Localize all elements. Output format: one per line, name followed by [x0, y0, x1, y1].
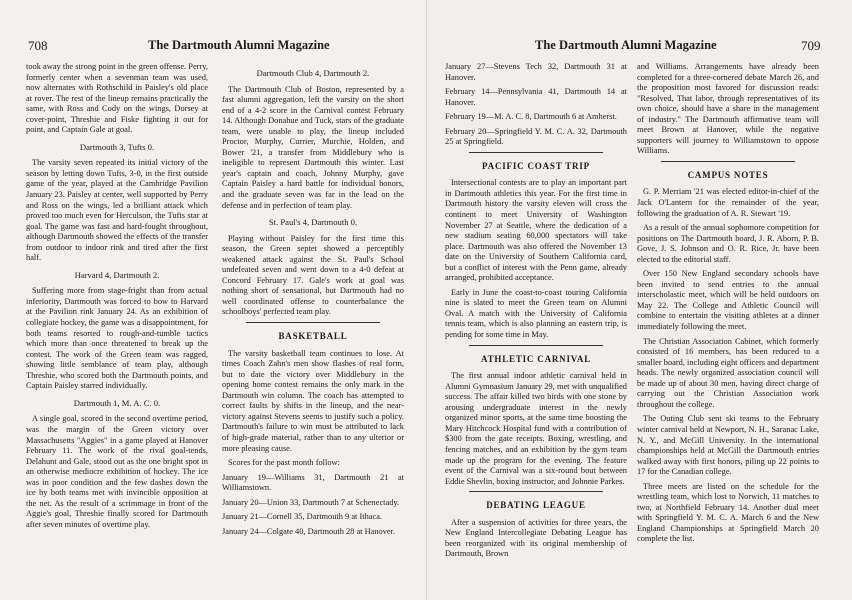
article-paragraph: January 24—Colgate 40, Dartmouth 28 at Hanover. [222, 526, 396, 536]
game-result-heading: St. Paul's 4, Dartmouth 0. [268, 217, 358, 228]
article-paragraph: The varsity basketball team continues to lose. At times Coach Zahn's men show flashes of real form, but to date the victory over Middlebury in the opening home contest remains the only mark in the Dartmouth win column. The coach has attempted to correct faults by shifts in the lineup, and the near-victory against Stevens seems to justify such a policy. Dartmouth's failure to win must be attributed to lack of high-grade material, rather than to any ulterior or more pleasing cause. [222, 348, 404, 453]
article-paragraph: The Christian Association Cabinet, which formerly consisted of 16 members, has been reduced to a smaller board, including eight officers and department heads. The newly organized association council will be made up of about 30 men, having direct charge of carrying out the Christian Association work throughout the college. [637, 336, 819, 409]
section-rule [469, 152, 603, 153]
left-page-column-2 [222, 62, 404, 598]
section-heading: CAMPUS NOTES [687, 169, 769, 180]
left-page-column-1 [26, 62, 208, 598]
article-paragraph: A single goal, scored in the second overtime period, was the margin of the Green victory over Massachusetts "Aggies" in a game played at Hanover February 11. The work of the rival goal-tends, Delahunt and Gale, stood out as the one bright spot in an otherwise mediocre exhibition of hockey. The ice was in poor condition and the few dashes down the ice by both teams met with invincible opposition at the net. As the result of a scrimmage in front of the Aggie's goal, Threshie finally scored for Dartmouth after seven minutes of overtime play. [26, 414, 208, 529]
right-page-column-1 [445, 62, 627, 598]
article-paragraph: Suffering more from stage-fright than from actual inferiority, Dartmouth was forced to bow to Harvard at the Pavilion rink January 24. As an exhibition of collegiate hockey, the game was a disappointment, for both teams resorted to rough-and-tumble tactics which more than once threatened to break up the contest. The work of the Green team was ragged, showing little semblance of team play, although Threshie, who scored both the Dartmouth points, and Captain Paisley starred individually. [26, 286, 208, 391]
article-paragraph: took away the strong point in the green offense. Perry, formerly center when a sevenman team was used, now alternates with Rothschild in Paisley's old place at rover. The rest of the lineup remains practically the same, with Ross and Cody on the wings, Dorsey at cover-point, Threshie and Fiske fighting it out for point, and Captain Gale at goal. [26, 62, 208, 135]
article-paragraph: As a result of the annual sophomore competition for positions on The Dartmouth board, J. R. Aborn, P. B. Gove, J. S. Johnson and O. R. Rice, Jr. have been elected to the editorial staff. [637, 223, 819, 264]
game-result-heading: Dartmouth 1, M. A. C. 0. [73, 397, 161, 408]
article-paragraph: Scores for the past month follow: [228, 458, 340, 468]
section-heading: ATHLETIC CARNIVAL [480, 353, 592, 364]
section-rule [246, 322, 380, 323]
magazine-title: The Dartmouth Alumni Magazine [148, 38, 330, 52]
right-page [427, 0, 852, 600]
magazine-title: The Dartmouth Alumni Magazine [535, 38, 717, 52]
article-paragraph: G. P. Merriam '21 was elected editor-in-chief of the Jack O'Lantern for the remainder of the year, following the graduation of A. R. Stewart '19. [637, 187, 819, 218]
right-page-column-2 [637, 62, 819, 598]
article-paragraph: The varsity seven repeated its initial victory of the season by letting down Tufts, 3-0, in the first outside game of the year, played at the Cambridge Pavilion January 23. Paisley at center, well supported by Perry and Ross on the wings, led a brilliant attack which proved too much even for Herculson, the Tufts star at goal. The game was fast and hard-fought throughout, although Dartmouth showed the effects of the transfer from outdoor to indoor rink and tired after the first half. [26, 158, 208, 263]
article-paragraph: January 20—Union 33, Dartmouth 7 at Schenectady. [222, 497, 400, 507]
article-paragraph: Three meets are listed on the schedule for the wrestling team, which lost to Norwich, 11 matches to two, at Northfield February 14. Another dual meet with Springfield Y. M. C. A. March 6 and the New England Championships at Springfield March 20 complete the list. [637, 481, 819, 544]
article-paragraph: February 14—Pennsylvania 41, Dartmouth 14 at Hanover. [445, 87, 627, 107]
section-rule [469, 345, 603, 346]
game-result-heading: Dartmouth 3, Tufts 0. [79, 141, 155, 152]
article-paragraph: Playing without Paisley for the first time this season, the Green septet showed a perceptibly weakened attack against the St. Paul's School undefeated seven and went down to a 4-0 defeat at Concord February 17. Gale's work at goal was nothing short of sensational, but Dartmouth had no well coordinated offense to counterbalance the schoolboys' perfected team play. [222, 233, 404, 317]
article-paragraph: Over 150 New England secondary schools have been invited to send entries to the annual interscholastic meet, which will be held outdoors on May 22. The College and Athletic Council will combine to entertain the visiting athletes at a dinner immediately following the meet. [637, 269, 819, 332]
article-paragraph: and Williams. Arrangements have already been completed for a three-cornered debate March 26, and the proposition most favored for discussion reads: "Resolved, That labor, through representatives of its own choice, should have a share in the management of industry." The Dartmouth affirmative team will meet Brown at Hanover, while the negative supporters will journey to Williamstown to oppose Williams. [637, 62, 819, 156]
article-paragraph: After a suspension of activities for three years, the New England Intercollegiate Debating League has been reorganized with its original membership of Dartmouth, Brown [445, 517, 627, 559]
section-heading: DEBATING LEAGUE [486, 500, 586, 511]
section-rule [469, 491, 603, 492]
article-paragraph: Intersectional contests are to play an important part in Dartmouth athletics this year. For the first time in Dartmouth history the varsity eleven will cross the continent to meet University of Washington November 27 at Seattle, where the dedication of a new stadium seating 60,000 spectators will take place. Dartmouth was also offered the November 13 date on the University of Southern California card, but a conflict of interest with the Penn game, already arranged, prohibited acceptance. [445, 178, 627, 283]
article-paragraph: The Dartmouth Club of Boston, represented by a fast alumni aggregation, left the varsity on the short end of a 4-2 score in the Carnival contest February 14. Although Donahue and Tuck, stars of the graduate team, were unable to play, the lineup included Proctor, Murphy, Currier, Murchie, Holden, and Bower '21, a transfer from Middlebury who is ineligible to represent Dartmouth this winter. Last year's captain and coach, Johnny Murphy, gave Captain Paisley a hard battle for individual honors, and the graduate seven was far in the lead on the defense and in perfection of team play. [222, 84, 404, 210]
section-heading: BASKETBALL [278, 331, 348, 342]
page-number: 708 [28, 38, 48, 53]
article-paragraph: Early in June the coast-to-coast touring California nine is slated to meet the Green team on Alumni Oval. A match with the University of California tennis team, which is also planning an eastern trip, is pending for some time in May. [445, 287, 627, 340]
game-result-heading: Dartmouth Club 4, Dartmouth 2. [256, 68, 370, 78]
page-number: 709 [801, 38, 821, 53]
article-paragraph: January 27—Stevens Tech 32, Dartmouth 31 at Hanover. [445, 62, 627, 82]
article-paragraph: The first annual indoor athletic carnival held in Alumni Gymnasium January 29, met with unqualified success. The affair killed two birds with one stone by arousing undergraduate interest in the newly organized minor sports, at the same time boosting the Mary Hitchcock Hospital fund with a contribution of $300 from the gate receipts. Boxing, wrestling, and fencing matches, and an exhibition by the gym team made up the program for the evening. The feature event of the Carnival was a six-round bout between Eddie Shevlin, boxing instructor, and Johnnie Parkes. [445, 371, 627, 486]
game-result-heading: Harvard 4, Dartmouth 2. [74, 269, 160, 280]
article-paragraph: February 20—Springfield Y. M. C. A. 32, Dartmouth 25 at Springfield. [445, 126, 627, 147]
article-paragraph: The Outing Club sent ski teams to the February winter carnival held at Newport, N. H., Saranac Lake, N. Y., and McGill University. In the international championships held at McGill the Dartmouth entries walked away with first honors, piling up 22 points to 17 for the Canadian college. [637, 414, 819, 477]
right-page-header [427, 38, 852, 54]
section-heading: PACIFIC COAST TRIP [482, 160, 590, 171]
article-paragraph: February 19—M. A. C. 8, Dartmouth 6 at Amherst. [445, 112, 617, 122]
article-paragraph: January 21—Cornell 35, Dartmouth 9 at Ithaca. [222, 512, 383, 522]
left-page-header [0, 38, 426, 54]
section-rule [661, 161, 795, 162]
article-paragraph: January 19—Williams 31, Dartmouth 21 at Williamstown. [222, 472, 404, 493]
